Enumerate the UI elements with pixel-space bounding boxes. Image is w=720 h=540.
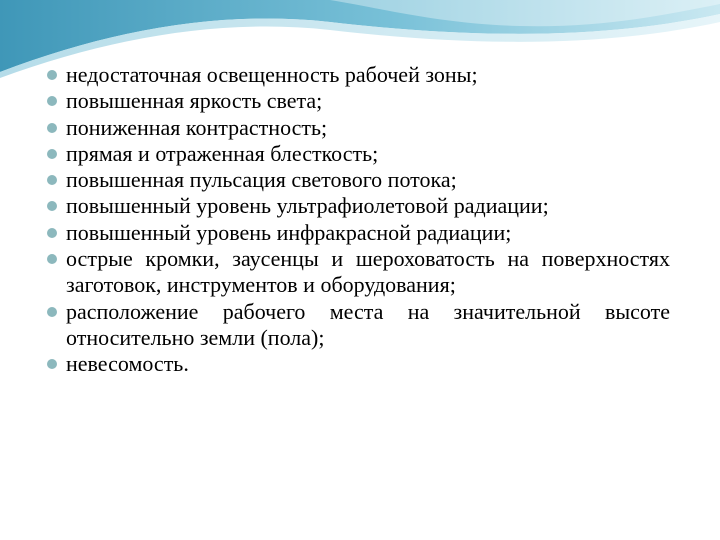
list-item: [44, 246, 670, 299]
list-item: [44, 88, 670, 114]
bullet-dot-icon: [47, 96, 57, 106]
list-item-text: острые кромки, заусенцы и шероховатость на поверхностях заготовок, инструментов и оборудования;: [66, 246, 670, 298]
bullet-dot-icon: [47, 149, 57, 159]
bullet-dot-icon: [47, 123, 57, 133]
list-item-text: расположение рабочего места на значительной высоте относительно земли (пола);: [66, 298, 670, 350]
bullet-list: [44, 62, 670, 378]
list-item: [44, 299, 670, 352]
list-item: [44, 167, 670, 193]
list-item-text: пониженная контрастность;: [66, 114, 328, 140]
list-item-text: повышенная пульсация светового потока;: [66, 167, 457, 193]
list-item: [44, 220, 670, 246]
list-item: [44, 115, 670, 141]
bullet-dot-icon: [47, 175, 57, 185]
list-item-text: повышенная яркость света;: [66, 88, 323, 114]
list-item-text: недостаточная освещенность рабочей зоны;: [66, 62, 478, 87]
bullet-dot-icon: [47, 254, 57, 264]
list-item: [44, 141, 670, 167]
list-item-text: прямая и отраженная блесткость;: [66, 140, 379, 166]
content-area: [44, 62, 670, 378]
list-item: [44, 193, 670, 219]
list-item-text: невесомость.: [66, 351, 189, 377]
bullet-dot-icon: [47, 359, 57, 369]
list-item: [44, 351, 670, 377]
bullet-dot-icon: [47, 307, 57, 317]
bullet-dot-icon: [47, 228, 57, 238]
list-item: [44, 62, 670, 88]
bullet-dot-icon: [47, 201, 57, 211]
bullet-dot-icon: [47, 70, 57, 80]
list-item-text: повышенный уровень инфракрасной радиации;: [66, 219, 512, 245]
list-item-text: повышенный уровень ультрафиолетовой радиации;: [66, 193, 549, 219]
